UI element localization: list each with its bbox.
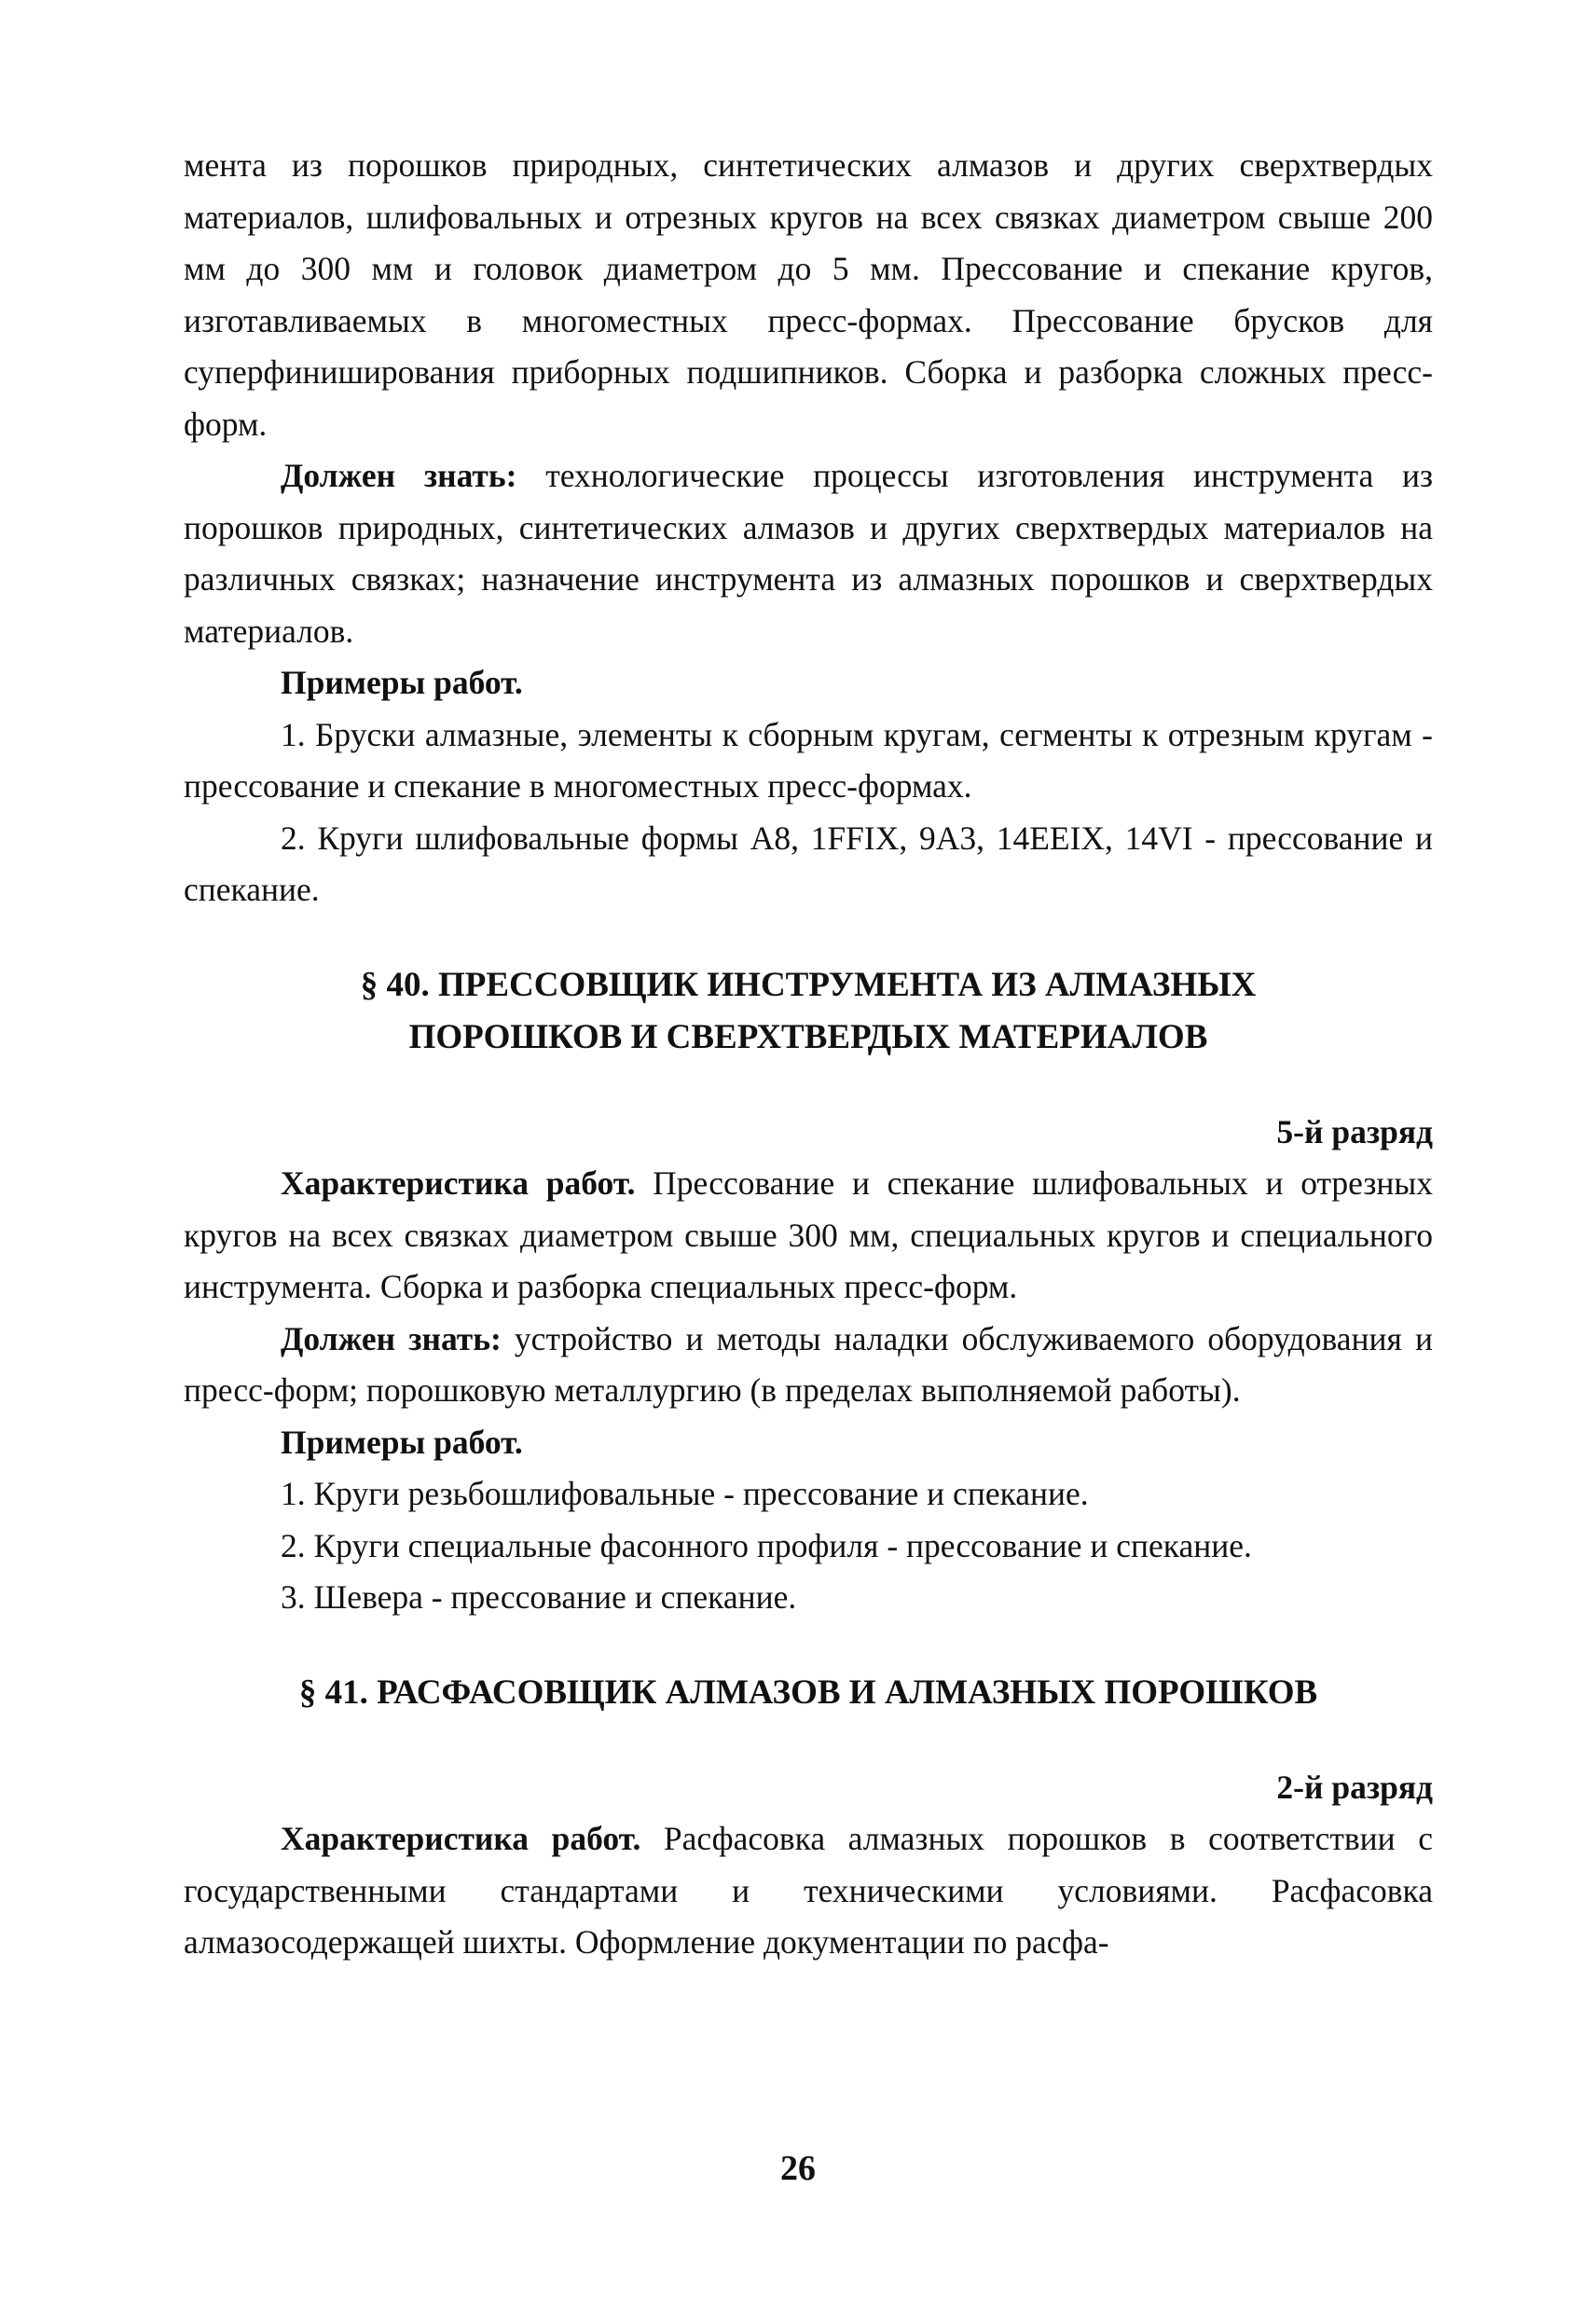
examples-heading-39: Примеры работ. [281,664,523,701]
example-item-40-2: 2. Круги специальные фасонного профиля - прессование и спекание. [281,1526,1252,1564]
knowledge-paragraph-39 [184,450,1433,657]
section-40-grade: 5-й разряд [1276,1112,1433,1150]
section-40-title-line2: ПОРОШКОВ И СВЕРХТВЕРДЫХ МАТЕРИАЛОВ [408,1017,1208,1056]
example-item-39-1: 1. Бруски алмазные, элементы к сборным кругам, сегменты к отрезным кругам - прессование и спекание в многоместных пресс-формах. [184,715,1433,805]
characteristic-lead-40: Характеристика работ. [281,1164,636,1202]
knowledge-text-40: устройство и методы наладки обслуживаемого оборудования и пресс-форм; порошковую металлургию (в пределах выполняемой работы). [184,1319,1433,1409]
characteristic-lead-41: Характеристика работ. [281,1820,641,1857]
knowledge-lead-40: Должен знать: [281,1319,502,1357]
characteristic-paragraph-41 [184,1813,1433,1969]
section-41-title: § 41. РАСФАСОВЩИК АЛМАЗОВ И АЛМАЗНЫХ ПОРОШКОВ [298,1673,1318,1712]
knowledge-text-39: технологические процессы изготовления инструмента из порошков природных, синтетических алмазов и других сверхтвердых материалов на различных связках; назначение инструмента из алмазных порошков и сверхтвердых материалов. [184,457,1433,650]
page-number: 26 [780,2149,816,2188]
examples-heading-40: Примеры работ. [281,1423,523,1461]
example-item-39-2: 2. Круги шлифовальные формы А8, 1FFIX, 9А3, 14EEIX, 14VI - прессование и спекание. [184,819,1433,908]
characteristic-text-41: Расфасовка алмазных порошков в соответствии с государственными стандартами и техническими условиями. Расфасовка алмазосодержащей шихты. Оформление документации по расфа- [184,1820,1434,1961]
characteristic-paragraph-40 [184,1158,1433,1314]
document-page [184,140,1433,1969]
section-41-grade: 2-й разряд [1276,1768,1433,1806]
section-40-title-line1: § 40. ПРЕССОВЩИК ИНСТРУМЕНТА ИЗ АЛМАЗНЫХ [360,965,1257,1004]
section-40-title [184,959,1433,1064]
knowledge-lead-39: Должен знать: [281,457,517,494]
knowledge-paragraph-40 [184,1314,1433,1417]
continuation-paragraph: мента из порошков природных, синтетических алмазов и других сверхтвердых материалов, шлифовальных и отрезных кругов на всех связках диаметром свыше 200 мм до 300 мм и головок диаметром до 5 мм. Прессование и спекание кругов, изготавливаемых в многоместных пресс-формах. Прессование брусков для суперфиниширования приборных подшипников. Сборка и разборка сложных пресс-форм. [184,146,1433,443]
characteristic-text-40: Прессование и спекание шлифовальных и отрезных кругов на всех связках диаметром свыше 300 мм, специальных кругов и специального инструмента. Сборка и разборка специальных пресс-форм. [184,1164,1433,1305]
example-item-40-1: 1. Круги резьбошлифовальные - прессование и спекание. [281,1475,1089,1512]
example-item-40-3: 3. Шевера - прессование и спекание. [281,1578,797,1616]
